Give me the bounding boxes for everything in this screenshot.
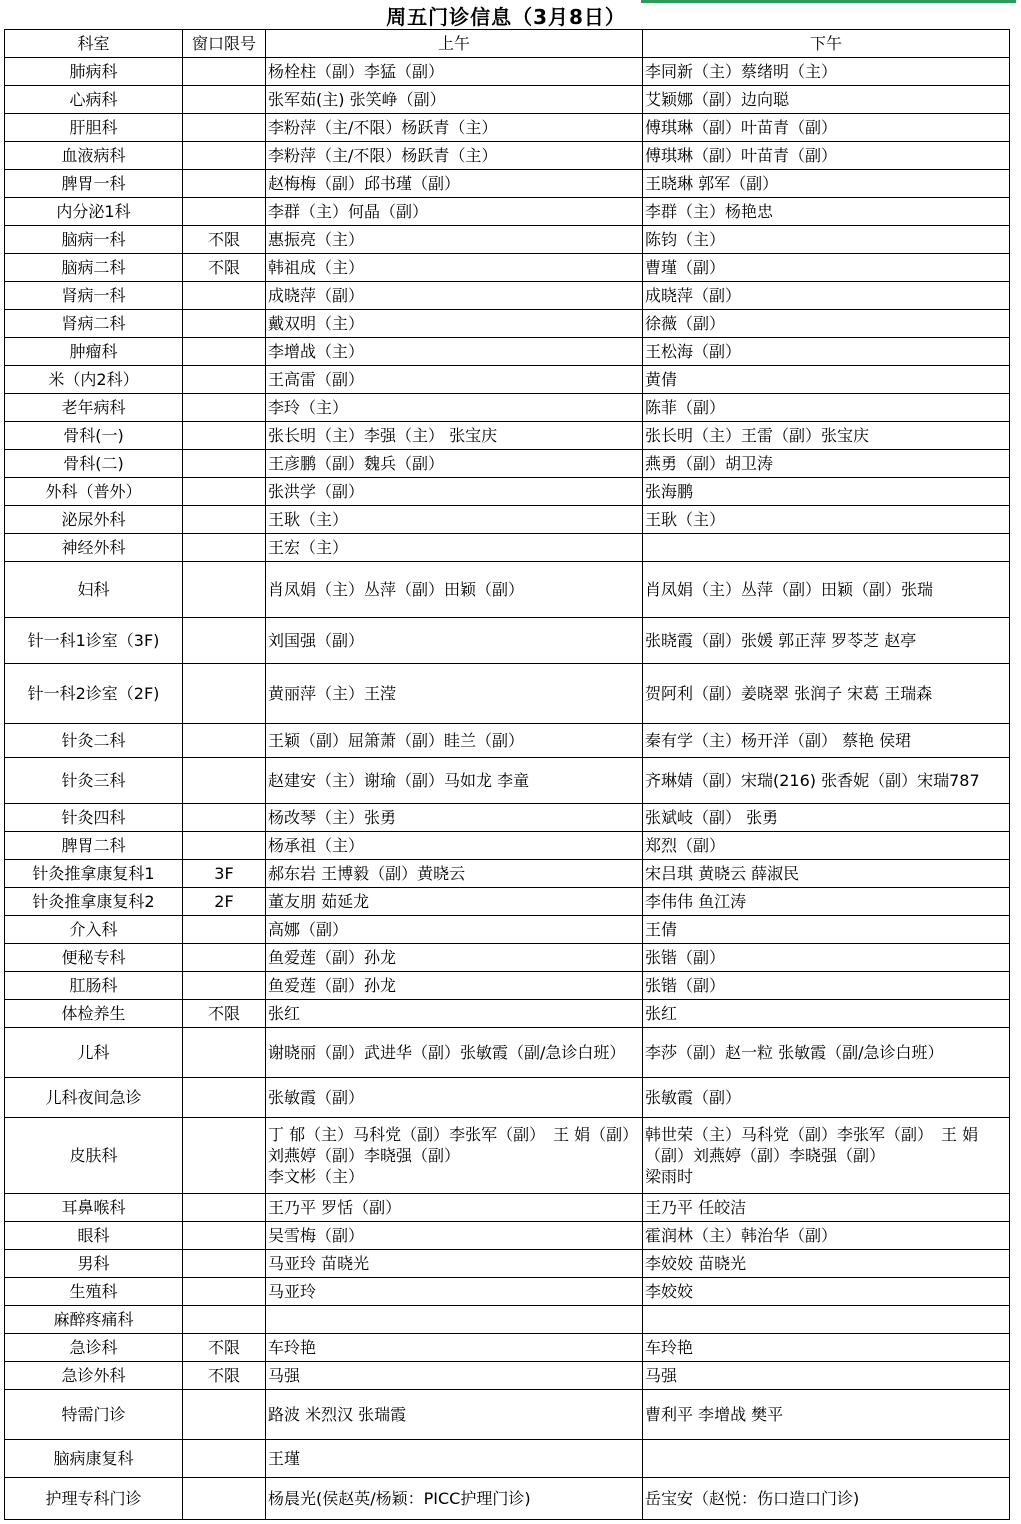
- window-limit-cell: [183, 534, 266, 562]
- afternoon-cell: 徐薇（副）: [643, 310, 1010, 338]
- afternoon-cell: 成晓萍（副）: [643, 282, 1010, 310]
- morning-cell: 鱼爱莲（副）孙龙: [266, 944, 643, 972]
- table-row: [5, 254, 1010, 282]
- afternoon-cell: 马强: [643, 1362, 1010, 1390]
- table-row: [5, 1478, 1010, 1520]
- schedule-table: [4, 29, 1010, 1520]
- afternoon-cell: 张海鹏: [643, 478, 1010, 506]
- morning-cell: 惠振亮（主）: [266, 226, 643, 254]
- dept-cell: 针灸推拿康复科1: [5, 860, 183, 888]
- table-row: [5, 450, 1010, 478]
- afternoon-cell: 肖凤娟（主）丛萍（副）田颖（副）张瑞: [643, 562, 1010, 618]
- morning-cell: 赵梅梅（副）邱书瑾（副）: [266, 170, 643, 198]
- window-limit-cell: 不限: [183, 226, 266, 254]
- window-limit-cell: [183, 58, 266, 86]
- dept-cell: 脑病康复科: [5, 1440, 183, 1478]
- afternoon-cell: 贺阿利（副）姜晓翠 张润子 宋葛 王瑞森: [643, 664, 1010, 724]
- afternoon-cell: [643, 1306, 1010, 1334]
- morning-cell: 张红: [266, 1000, 643, 1028]
- window-limit-cell: [183, 506, 266, 534]
- table-row: [5, 1362, 1010, 1390]
- table-row: [5, 86, 1010, 114]
- dept-cell: 眼科: [5, 1222, 183, 1250]
- dept-cell: 肝胆科: [5, 114, 183, 142]
- morning-cell: 谢晓丽（副）武进华（副）张敏霞（副/急诊白班）: [266, 1028, 643, 1078]
- window-limit-cell: [183, 478, 266, 506]
- header-window: 窗口限号: [183, 30, 266, 58]
- table-row: [5, 1222, 1010, 1250]
- morning-cell: 成晓萍（副）: [266, 282, 643, 310]
- dept-cell: 米（内2科）: [5, 366, 183, 394]
- window-limit-cell: [183, 724, 266, 758]
- morning-cell: 王瑾: [266, 1440, 643, 1478]
- afternoon-cell: 李群（主）杨艳忠: [643, 198, 1010, 226]
- dept-cell: 急诊外科: [5, 1362, 183, 1390]
- morning-cell: 刘国强（副）: [266, 618, 643, 664]
- dept-cell: 脾胃二科: [5, 832, 183, 860]
- dept-cell: 针灸推拿康复科2: [5, 888, 183, 916]
- morning-cell: 张长明（主）李强（主） 张宝庆: [266, 422, 643, 450]
- table-row: [5, 422, 1010, 450]
- afternoon-cell: [643, 534, 1010, 562]
- table-row: [5, 1118, 1010, 1194]
- header-am: 上午: [266, 30, 643, 58]
- window-limit-cell: [183, 366, 266, 394]
- dept-cell: 脾胃一科: [5, 170, 183, 198]
- table-row: [5, 1078, 1010, 1118]
- dept-cell: 皮肤科: [5, 1118, 183, 1194]
- afternoon-cell: 张晓霞（副）张媛 郭正萍 罗苓芝 赵亭: [643, 618, 1010, 664]
- dept-cell: 儿科: [5, 1028, 183, 1078]
- afternoon-cell: 张锴（副）: [643, 972, 1010, 1000]
- dept-cell: 内分泌1科: [5, 198, 183, 226]
- morning-cell: 杨晨光(侯赵英/杨颖：PICC护理门诊): [266, 1478, 643, 1520]
- window-limit-cell: [183, 310, 266, 338]
- window-limit-cell: [183, 1118, 266, 1194]
- afternoon-cell: 霍润林（主）韩治华（副）: [643, 1222, 1010, 1250]
- table-row: [5, 1334, 1010, 1362]
- window-limit-cell: [183, 394, 266, 422]
- table-row: [5, 1390, 1010, 1440]
- dept-cell: 针灸二科: [5, 724, 183, 758]
- window-limit-cell: [183, 1390, 266, 1440]
- morning-cell: 丁 郁（主）马科党（副）李张军（副） 王 娟（副）刘燕婷（副）李晓强（副） 李文彬（主）: [266, 1118, 643, 1194]
- table-header-row: [5, 30, 1010, 58]
- morning-cell: 李粉萍（主/不限）杨跃青（主）: [266, 142, 643, 170]
- morning-cell: 张军茹(主) 张笑峥（副）: [266, 86, 643, 114]
- morning-cell: [266, 1306, 643, 1334]
- afternoon-cell: 傅琪琳（副）叶苗青（副）: [643, 142, 1010, 170]
- afternoon-cell: 齐琳婧（副）宋瑞(216) 张香妮（副）宋瑞787: [643, 758, 1010, 804]
- afternoon-cell: 曹瑾（副）: [643, 254, 1010, 282]
- morning-cell: 张敏霞（副）: [266, 1078, 643, 1118]
- window-limit-cell: [183, 916, 266, 944]
- morning-cell: 杨承祖（主）: [266, 832, 643, 860]
- morning-cell: 肖凤娟（主）丛萍（副）田颖（副）: [266, 562, 643, 618]
- window-limit-cell: [183, 758, 266, 804]
- afternoon-cell: 李莎（副）赵一粒 张敏霞（副/急诊白班）: [643, 1028, 1010, 1078]
- window-limit-cell: [183, 1306, 266, 1334]
- window-limit-cell: [183, 198, 266, 226]
- dept-cell: 耳鼻喉科: [5, 1194, 183, 1222]
- morning-cell: 赵建安（主）谢瑜（副）马如龙 李童: [266, 758, 643, 804]
- dept-cell: 体检养生: [5, 1000, 183, 1028]
- window-limit-cell: [183, 422, 266, 450]
- dept-cell: 便秘专科: [5, 944, 183, 972]
- window-limit-cell: [183, 282, 266, 310]
- table-row: [5, 58, 1010, 86]
- dept-cell: 老年病科: [5, 394, 183, 422]
- afternoon-cell: 张长明（主）王雷（副）张宝庆: [643, 422, 1010, 450]
- morning-cell: 李增战（主）: [266, 338, 643, 366]
- table-row: [5, 338, 1010, 366]
- table-row: [5, 1000, 1010, 1028]
- dept-cell: 麻醉疼痛科: [5, 1306, 183, 1334]
- dept-cell: 针一科2诊室（2F): [5, 664, 183, 724]
- window-limit-cell: 不限: [183, 254, 266, 282]
- morning-cell: 王高雷（副）: [266, 366, 643, 394]
- morning-cell: 李粉萍（主/不限）杨跃青（主）: [266, 114, 643, 142]
- table-row: [5, 562, 1010, 618]
- morning-cell: 杨改琴（主）张勇: [266, 804, 643, 832]
- table-row: [5, 226, 1010, 254]
- table-row: [5, 282, 1010, 310]
- afternoon-cell: 张红: [643, 1000, 1010, 1028]
- window-limit-cell: 2F: [183, 888, 266, 916]
- table-row: [5, 170, 1010, 198]
- table-row: [5, 972, 1010, 1000]
- afternoon-cell: 李姣姣: [643, 1278, 1010, 1306]
- afternoon-cell: 李姣姣 苗晓光: [643, 1250, 1010, 1278]
- window-limit-cell: 不限: [183, 1334, 266, 1362]
- afternoon-cell: 傅琪琳（副）叶苗青（副）: [643, 114, 1010, 142]
- table-row: [5, 1306, 1010, 1334]
- dept-cell: 肾病二科: [5, 310, 183, 338]
- window-limit-cell: [183, 170, 266, 198]
- morning-cell: 吴雪梅（副）: [266, 1222, 643, 1250]
- table-row: [5, 618, 1010, 664]
- window-limit-cell: [183, 1194, 266, 1222]
- morning-cell: 李玲（主）: [266, 394, 643, 422]
- dept-cell: 男科: [5, 1250, 183, 1278]
- table-row: [5, 310, 1010, 338]
- table-row: [5, 394, 1010, 422]
- dept-cell: 心病科: [5, 86, 183, 114]
- afternoon-cell: 韩世荣（主）马科党（副）李张军（副） 王 娟（副）刘燕婷（副）李晓强（副） 梁雨时: [643, 1118, 1010, 1194]
- window-limit-cell: [183, 1478, 266, 1520]
- dept-cell: 针一科1诊室（3F): [5, 618, 183, 664]
- window-limit-cell: 不限: [183, 1000, 266, 1028]
- window-limit-cell: 3F: [183, 860, 266, 888]
- table-row: [5, 1440, 1010, 1478]
- table-row: [5, 114, 1010, 142]
- dept-cell: 肺病科: [5, 58, 183, 86]
- window-limit-cell: [183, 804, 266, 832]
- morning-cell: 戴双明（主）: [266, 310, 643, 338]
- table-row: [5, 478, 1010, 506]
- morning-cell: 路波 米烈汉 张瑞霞: [266, 1390, 643, 1440]
- morning-cell: 马强: [266, 1362, 643, 1390]
- afternoon-cell: 王乃平 任皎洁: [643, 1194, 1010, 1222]
- dept-cell: 护理专科门诊: [5, 1478, 183, 1520]
- dept-cell: 针灸四科: [5, 804, 183, 832]
- window-limit-cell: [183, 450, 266, 478]
- afternoon-cell: 张锴（副）: [643, 944, 1010, 972]
- dept-cell: 肿瘤科: [5, 338, 183, 366]
- table-row: [5, 366, 1010, 394]
- table-row: [5, 916, 1010, 944]
- afternoon-cell: 李同新（主）蔡绪明（主）: [643, 58, 1010, 86]
- window-limit-cell: [183, 944, 266, 972]
- afternoon-cell: 宋吕琪 黄晓云 薛淑民: [643, 860, 1010, 888]
- window-limit-cell: [183, 338, 266, 366]
- dept-cell: 骨科(一): [5, 422, 183, 450]
- dept-cell: 生殖科: [5, 1278, 183, 1306]
- table-row: [5, 1250, 1010, 1278]
- afternoon-cell: 郑烈（副）: [643, 832, 1010, 860]
- dept-cell: 脑病二科: [5, 254, 183, 282]
- afternoon-cell: 王晓琳 郭军（副）: [643, 170, 1010, 198]
- morning-cell: 马亚玲 苗晓光: [266, 1250, 643, 1278]
- window-limit-cell: [183, 1278, 266, 1306]
- afternoon-cell: 王倩: [643, 916, 1010, 944]
- dept-cell: 针灸三科: [5, 758, 183, 804]
- afternoon-cell: 岳宝安（赵悦：伤口造口门诊): [643, 1478, 1010, 1520]
- dept-cell: 血液病科: [5, 142, 183, 170]
- morning-cell: 高娜（副）: [266, 916, 643, 944]
- morning-cell: 韩祖成（主）: [266, 254, 643, 282]
- morning-cell: 车玲艳: [266, 1334, 643, 1362]
- window-limit-cell: [183, 562, 266, 618]
- dept-cell: 肛肠科: [5, 972, 183, 1000]
- dept-cell: 肾病一科: [5, 282, 183, 310]
- table-row: [5, 506, 1010, 534]
- afternoon-cell: 曹利平 李增战 樊平: [643, 1390, 1010, 1440]
- afternoon-cell: 李伟伟 鱼江涛: [643, 888, 1010, 916]
- dept-cell: 脑病一科: [5, 226, 183, 254]
- table-row: [5, 804, 1010, 832]
- window-limit-cell: [183, 1078, 266, 1118]
- afternoon-cell: 艾颖娜（副）边向聪: [643, 86, 1010, 114]
- dept-cell: 外科（普外）: [5, 478, 183, 506]
- afternoon-cell: 燕勇（副）胡卫涛: [643, 450, 1010, 478]
- afternoon-cell: 黄倩: [643, 366, 1010, 394]
- morning-cell: 鱼爱莲（副）孙龙: [266, 972, 643, 1000]
- afternoon-cell: 车玲艳: [643, 1334, 1010, 1362]
- table-row: [5, 534, 1010, 562]
- afternoon-cell: 张敏霞（副）: [643, 1078, 1010, 1118]
- morning-cell: 王宏（主）: [266, 534, 643, 562]
- table-row: [5, 142, 1010, 170]
- table-body: [5, 58, 1010, 1520]
- afternoon-cell: 王耿（主）: [643, 506, 1010, 534]
- morning-cell: 张洪学（副）: [266, 478, 643, 506]
- table-row: [5, 664, 1010, 724]
- morning-cell: 董友朋 茹延龙: [266, 888, 643, 916]
- window-limit-cell: [183, 618, 266, 664]
- morning-cell: 王彦鹏（副）魏兵（副）: [266, 450, 643, 478]
- dept-cell: 急诊科: [5, 1334, 183, 1362]
- table-row: [5, 758, 1010, 804]
- dept-cell: 特需门诊: [5, 1390, 183, 1440]
- table-row: [5, 944, 1010, 972]
- morning-cell: 李群（主）何晶（副）: [266, 198, 643, 226]
- table-row: [5, 888, 1010, 916]
- afternoon-cell: 秦有学（主）杨开洋（副） 蔡艳 侯珺: [643, 724, 1010, 758]
- afternoon-cell: 陈菲（副）: [643, 394, 1010, 422]
- afternoon-cell: [643, 1440, 1010, 1478]
- morning-cell: 王乃平 罗恬（副）: [266, 1194, 643, 1222]
- morning-cell: 郝东岩 王博毅（副）黄晓云: [266, 860, 643, 888]
- window-limit-cell: [183, 1222, 266, 1250]
- window-limit-cell: [183, 832, 266, 860]
- window-limit-cell: [183, 664, 266, 724]
- table-row: [5, 860, 1010, 888]
- morning-cell: 王颖（副）屈箫萧（副）眭兰（副）: [266, 724, 643, 758]
- window-limit-cell: [183, 1250, 266, 1278]
- afternoon-cell: 王松海（副）: [643, 338, 1010, 366]
- table-row: [5, 1028, 1010, 1078]
- window-limit-cell: [183, 1440, 266, 1478]
- afternoon-cell: 陈钧（主）: [643, 226, 1010, 254]
- page-title: 周五门诊信息（3月8日）: [386, 4, 626, 29]
- morning-cell: 杨栓柱（副）李猛（副）: [266, 58, 643, 86]
- dept-cell: 儿科夜间急诊: [5, 1078, 183, 1118]
- table-row: [5, 724, 1010, 758]
- morning-cell: 黄丽萍（主）王滢: [266, 664, 643, 724]
- morning-cell: 王耿（主）: [266, 506, 643, 534]
- table-row: [5, 832, 1010, 860]
- table-row: [5, 1194, 1010, 1222]
- window-limit-cell: [183, 1028, 266, 1078]
- dept-cell: 骨科(二): [5, 450, 183, 478]
- window-limit-cell: 不限: [183, 1362, 266, 1390]
- table-row: [5, 1278, 1010, 1306]
- table-row: [5, 198, 1010, 226]
- window-limit-cell: [183, 142, 266, 170]
- window-limit-cell: [183, 972, 266, 1000]
- dept-cell: 神经外科: [5, 534, 183, 562]
- dept-cell: 泌尿外科: [5, 506, 183, 534]
- window-limit-cell: [183, 86, 266, 114]
- header-pm: 下午: [643, 30, 1010, 58]
- window-limit-cell: [183, 114, 266, 142]
- header-dept: 科室: [5, 30, 183, 58]
- dept-cell: 介入科: [5, 916, 183, 944]
- dept-cell: 妇科: [5, 562, 183, 618]
- morning-cell: 马亚玲: [266, 1278, 643, 1306]
- afternoon-cell: 张斌岐（副） 张勇: [643, 804, 1010, 832]
